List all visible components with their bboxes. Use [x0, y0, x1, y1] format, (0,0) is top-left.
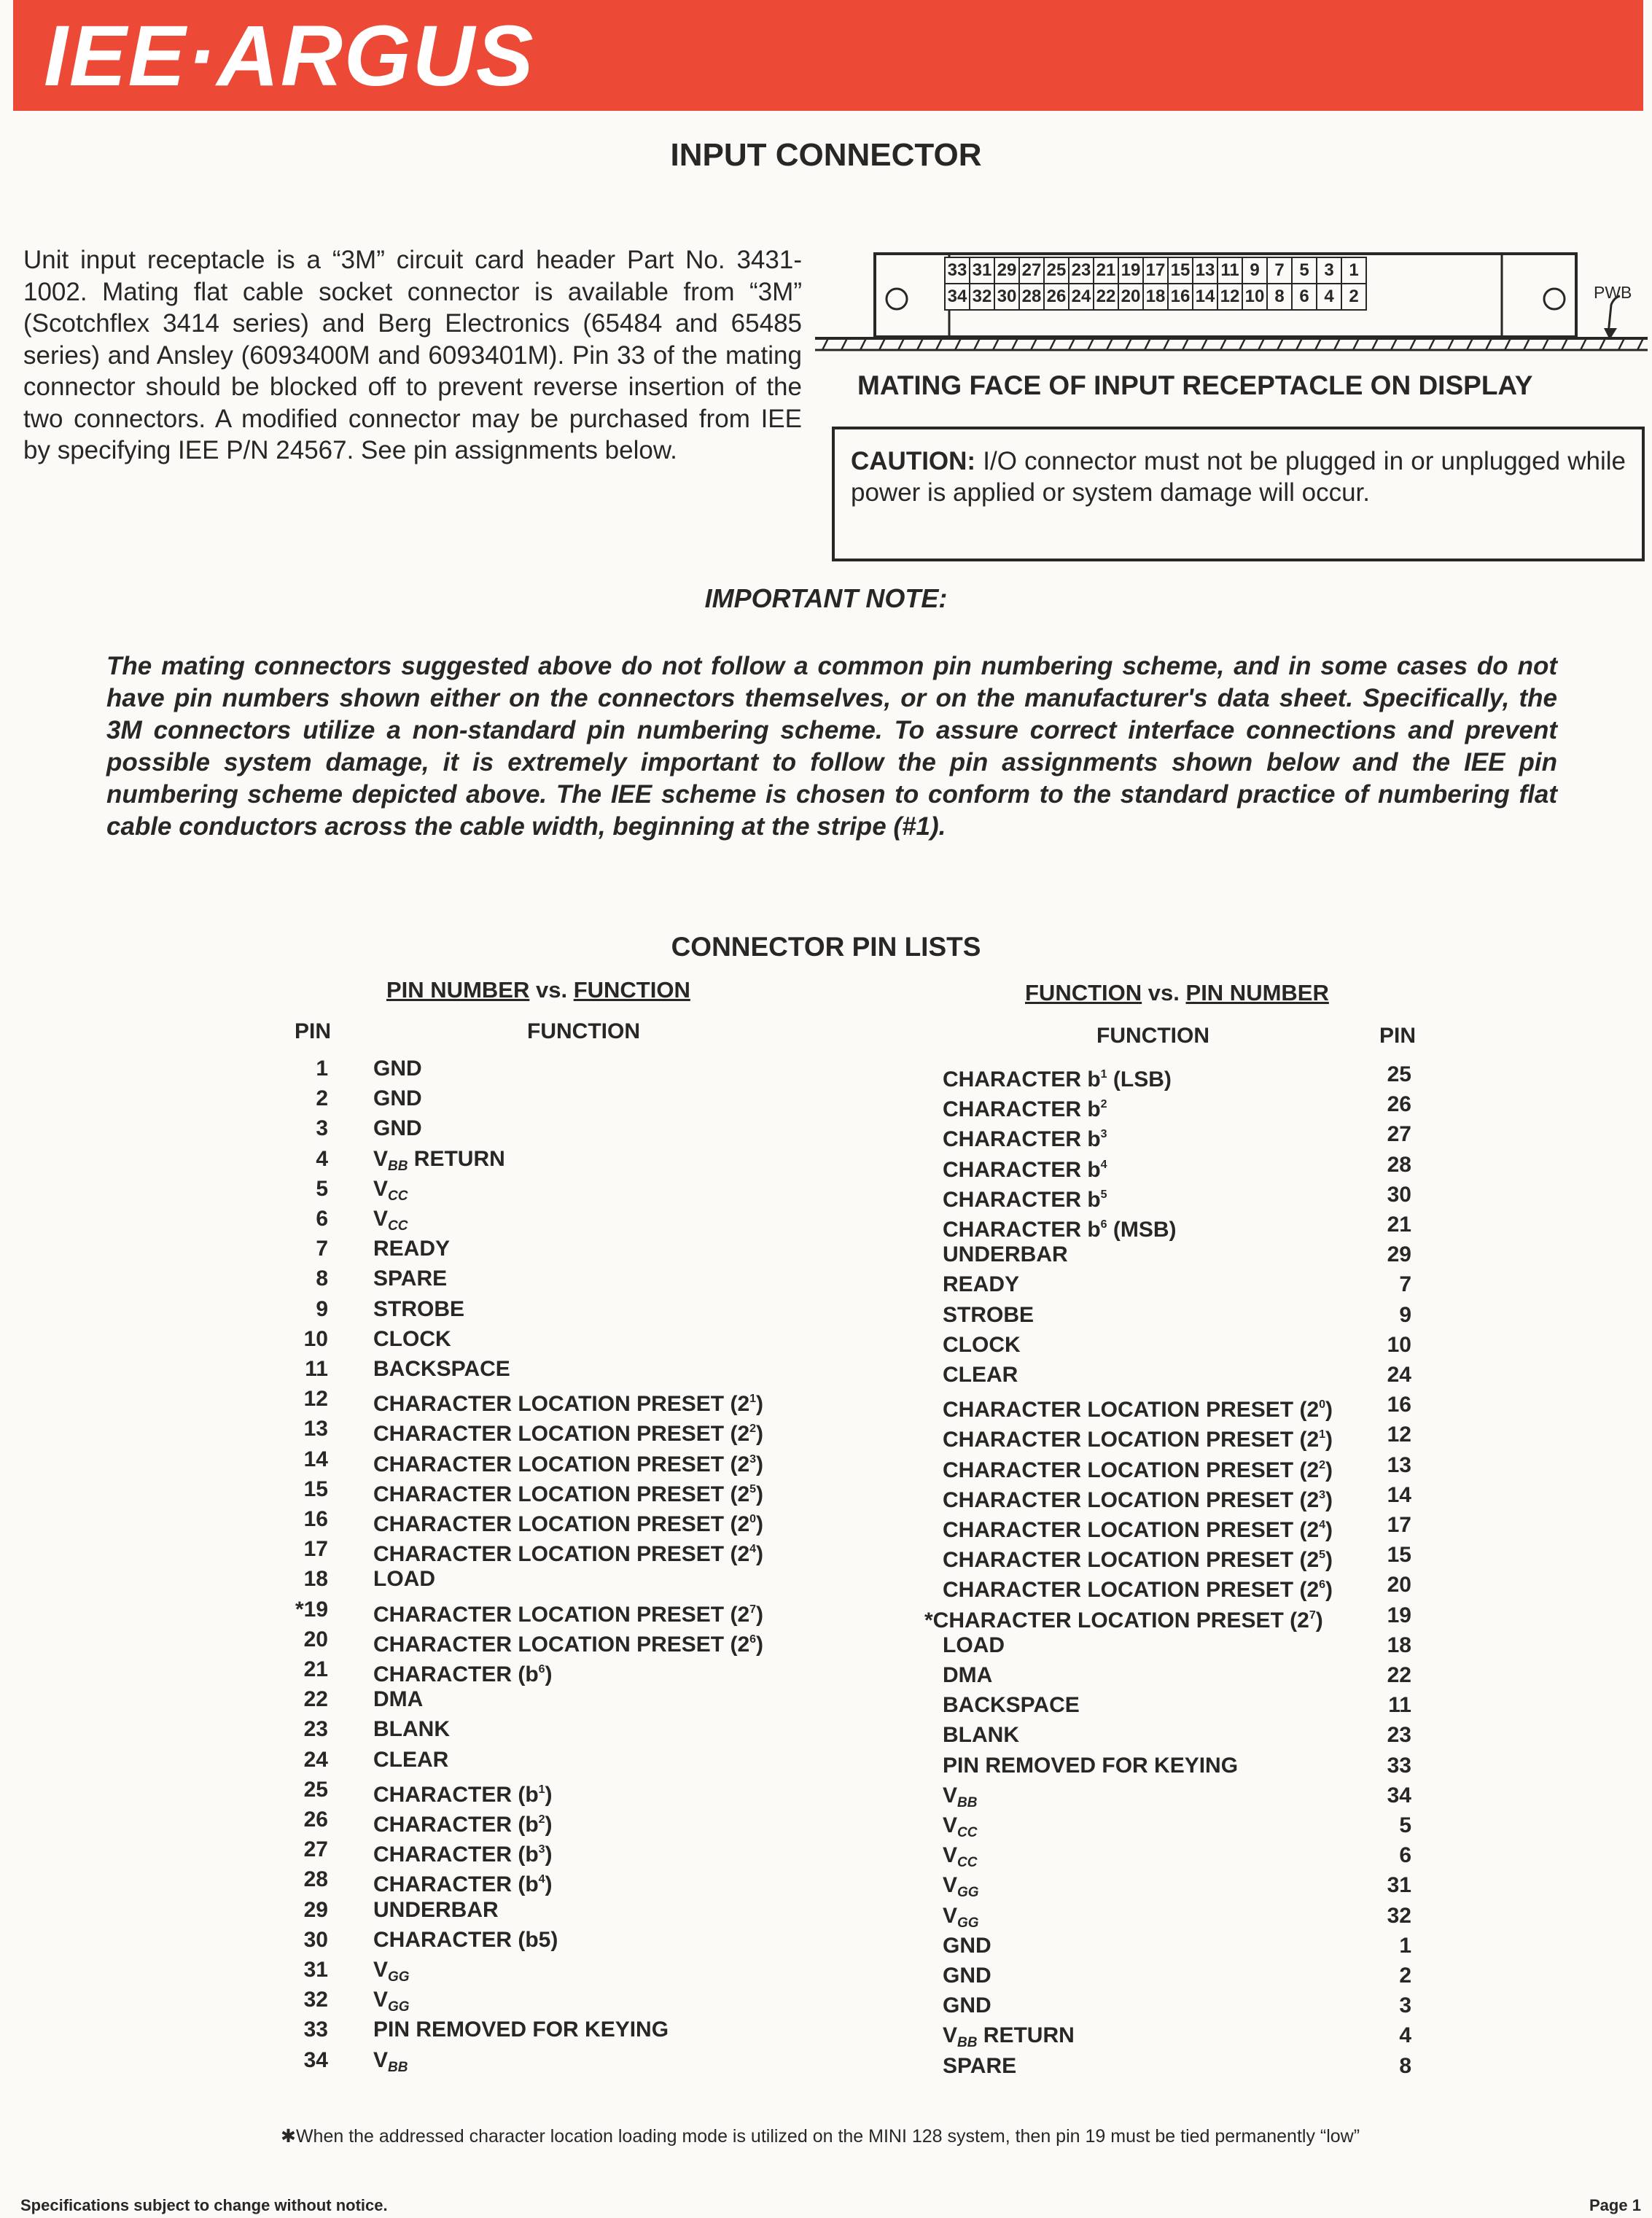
pin-function: $V_{BB}$: [943, 1783, 978, 1810]
pin-function: STROBE: [373, 1296, 465, 1321]
pin-function: CHARACTER LOCATION PRESET $(2^6)$: [373, 1632, 764, 1657]
pin-cell: 23: [1068, 257, 1094, 284]
pin-function: CHARACTER $b^4$: [943, 1157, 1107, 1182]
pin-lists-heading: CONNECTOR PIN LISTS: [671, 932, 981, 962]
pin-function: GND: [943, 1933, 991, 1958]
pin-number: 28: [1387, 1152, 1411, 1177]
pin-function: $V_{CC}$: [943, 1813, 978, 1840]
pin-number: 5: [316, 1176, 328, 1201]
pin-cell: 11: [1217, 257, 1243, 284]
brand-logo: IEE·ARGUS: [44, 8, 535, 104]
pin-number: 25: [303, 1777, 328, 1802]
pin-function: CHARACTER $b^2$: [943, 1097, 1107, 1122]
pin-function: CHARACTER LOCATION PRESET $(2^0)$: [373, 1512, 764, 1536]
pin-function: CHARACTER $(b^2)$: [373, 1813, 553, 1837]
pin-function: $V_{CC}$: [373, 1207, 408, 1234]
pin-number: 7: [316, 1237, 328, 1261]
pin-number: 33: [1387, 1753, 1411, 1778]
pin-cell: 12: [1217, 283, 1243, 311]
pin-number: 2: [316, 1086, 328, 1111]
pin-cell: 3: [1316, 257, 1342, 284]
pin-number: 22: [1387, 1663, 1411, 1687]
page-number: Page 1: [1589, 2196, 1641, 2214]
pin-number: 33: [303, 2017, 328, 2042]
pin-function: CHARACTER $(b^6)$: [373, 1662, 553, 1686]
right-title-vs: vs.: [1148, 980, 1180, 1005]
pin-number: 3: [316, 1116, 328, 1141]
pin-cell: 22: [1093, 283, 1119, 311]
important-note-heading: IMPORTANT NOTE:: [704, 583, 948, 613]
pin-function: STROBE: [943, 1302, 1035, 1327]
pin-number: 23: [1387, 1723, 1411, 1748]
pin-number: 3: [1399, 1993, 1411, 2018]
pin-function: READY: [943, 1272, 1020, 1297]
pin-cell: 6: [1291, 283, 1317, 311]
pin-number: 19: [1387, 1603, 1411, 1627]
connector-pin-grid: [946, 258, 1367, 311]
pin-number: 18: [303, 1567, 328, 1592]
pin-number: 4: [316, 1146, 328, 1171]
pin-number: 11: [305, 1357, 328, 1381]
pin-cell: 30: [994, 283, 1020, 311]
pin-function: CHARACTER $b^3$: [943, 1127, 1107, 1152]
pin-cell: 17: [1142, 257, 1169, 284]
pin-function: CHARACTER (b5): [373, 1927, 558, 1952]
pin-function: GND: [373, 1116, 422, 1141]
pin-function: CHARACTER LOCATION PRESET $(2^7)$: [373, 1602, 764, 1627]
right-title-b: PIN NUMBER: [1185, 980, 1329, 1005]
pin-function: BACKSPACE: [943, 1693, 1080, 1718]
pin-cell: 9: [1242, 257, 1268, 284]
pin-number: 34: [303, 2047, 328, 2072]
pin-function: GND: [373, 1086, 422, 1111]
pin-number: 2: [1399, 1964, 1411, 1988]
pin-cell: 1: [1341, 257, 1367, 284]
pin-number: 26: [1387, 1092, 1411, 1117]
pin-cell: 28: [1018, 283, 1045, 311]
caution-text: I/O connector must not be plugged in or unplugged while power is applied or system damage will occur.: [851, 447, 1626, 507]
pin-function: CLOCK: [373, 1326, 451, 1351]
pin-number: 32: [1387, 1903, 1411, 1928]
footer-disclaimer: Specifications subject to change without notice.: [20, 2196, 388, 2214]
pin-cell: 25: [1043, 257, 1069, 284]
right-function-header: FUNCTION: [1096, 1024, 1209, 1048]
pin-function: $V_{GG}$: [373, 1958, 410, 1985]
pin-number: 15: [1387, 1543, 1411, 1568]
pin-function: BLANK: [373, 1717, 450, 1742]
pin-function: CHARACTER $(b^3)$: [373, 1843, 553, 1867]
pin-cell: 24: [1068, 283, 1094, 311]
pin-function: CHARACTER LOCATION PRESET $(2^5)$: [373, 1482, 764, 1506]
pin-number: *19: [295, 1597, 328, 1622]
pin-number: 16: [1387, 1393, 1411, 1417]
pin-number: 6: [1399, 1843, 1411, 1868]
right-list-title: [1025, 980, 1329, 1006]
pin-number: 21: [1387, 1213, 1411, 1237]
pin-number: 29: [303, 1897, 328, 1922]
pin-cell: 8: [1266, 283, 1293, 311]
pin-function: $V_{BB}$ RETURN: [373, 1146, 505, 1174]
pin-function: PIN REMOVED FOR KEYING: [373, 2017, 669, 2042]
pin-number: 34: [1387, 1783, 1411, 1808]
footnote: ✱When the addressed character location loading mode is utilized on the MINI 128 system, then pin 19 must be tied permanently “low”: [281, 2126, 1360, 2147]
pin-number: 17: [1387, 1513, 1411, 1537]
pin-number: 10: [303, 1326, 328, 1351]
pin-function: CLOCK: [943, 1332, 1021, 1357]
pin-function: SPARE: [943, 2053, 1017, 2078]
pin-number: 10: [1387, 1332, 1411, 1357]
pin-number: 27: [303, 1837, 328, 1862]
pin-number: 18: [1387, 1633, 1411, 1657]
pin-function: CHARACTER LOCATION PRESET $(2^3)$: [943, 1487, 1333, 1512]
pin-number: 8: [1399, 2053, 1411, 2078]
pin-function: CHARACTER LOCATION PRESET $(2^1)$: [373, 1392, 764, 1417]
pin-number: 11: [1388, 1693, 1411, 1718]
pin-function: $V_{BB}$ RETURN: [943, 2023, 1075, 2051]
pin-function: BACKSPACE: [373, 1357, 510, 1381]
pin-number: 24: [303, 1747, 328, 1772]
pin-function: CHARACTER $b^1$ (LSB): [943, 1067, 1172, 1092]
pin-function: CHARACTER LOCATION PRESET $(2^2)$: [943, 1458, 1333, 1482]
pin-cell: 2: [1341, 283, 1367, 311]
pin-function: READY: [373, 1237, 451, 1261]
pin-function: CHARACTER LOCATION PRESET $(2^0)$: [943, 1398, 1333, 1423]
pin-function: CHARACTER LOCATION PRESET $(2^3)$: [373, 1452, 764, 1476]
pin-function: $V_{BB}$: [373, 2047, 408, 2075]
left-function-header: FUNCTION: [527, 1019, 640, 1043]
pin-function: LOAD: [943, 1633, 1005, 1657]
pin-number: 31: [1387, 1873, 1411, 1898]
pin-number: 25: [1387, 1062, 1411, 1086]
pin-cell: 14: [1192, 283, 1218, 311]
pin-number: 9: [316, 1296, 328, 1321]
pin-number: 24: [1387, 1363, 1411, 1387]
pin-number: 1: [316, 1057, 328, 1081]
pin-function: CHARACTER LOCATION PRESET $(2^6)$: [943, 1578, 1333, 1603]
left-list-title: [386, 977, 690, 1003]
pin-function: DMA: [373, 1687, 424, 1712]
left-title-vs: vs.: [535, 977, 568, 1003]
right-pin-header: PIN: [1379, 1024, 1417, 1048]
pin-number: 30: [1387, 1182, 1411, 1207]
pin-number: 29: [1387, 1242, 1411, 1267]
pin-function: CHARACTER LOCATION PRESET $(2^4)$: [373, 1542, 764, 1567]
pin-function: GND: [373, 1057, 422, 1081]
pin-number: 15: [303, 1476, 328, 1501]
pin-number: 20: [303, 1627, 328, 1651]
pin-function: GND: [943, 1964, 991, 1988]
pin-cell: 29: [994, 257, 1020, 284]
pin-function: LOAD: [373, 1567, 435, 1592]
pin-cell: 20: [1118, 283, 1144, 311]
pin-function: $V_{GG}$: [373, 1988, 410, 2015]
pin-function: CHARACTER $b^5$: [943, 1187, 1107, 1212]
pin-number: 13: [303, 1417, 328, 1441]
caution-box: [832, 427, 1645, 561]
pin-cell: 19: [1118, 257, 1144, 284]
connector-caption: MATING FACE OF INPUT RECEPTACLE ON DISPLAY: [857, 370, 1533, 400]
pin-number: 27: [1387, 1122, 1411, 1147]
pin-number: 31: [303, 1958, 328, 1982]
pin-number: 20: [1387, 1573, 1411, 1598]
pin-row-odd: [946, 258, 1367, 284]
pin-number: 21: [303, 1657, 328, 1681]
pin-cell: 4: [1316, 283, 1342, 311]
pin-function: $V_{CC}$: [943, 1843, 978, 1871]
pin-function: CHARACTER LOCATION PRESET $(2^5)$: [943, 1548, 1333, 1573]
pin-cell: 34: [944, 283, 970, 311]
pin-number: 26: [303, 1808, 328, 1832]
pin-number: 8: [316, 1266, 328, 1291]
pin-function: CHARACTER LOCATION PRESET $(2^2)$: [373, 1422, 764, 1447]
pin-function: CLEAR: [943, 1363, 1018, 1387]
pin-cell: 21: [1093, 257, 1119, 284]
pin-number: 22: [303, 1687, 328, 1712]
pin-cell: 16: [1167, 283, 1193, 311]
pin-function: BLANK: [943, 1723, 1019, 1748]
pin-function: PIN REMOVED FOR KEYING: [943, 1753, 1239, 1778]
pin-number: 12: [303, 1387, 328, 1412]
pin-row-even: [946, 284, 1367, 311]
pin-function: DMA: [943, 1663, 993, 1687]
pin-function: SPARE: [373, 1266, 448, 1291]
pin-function: CHARACTER LOCATION PRESET $(2^1)$: [943, 1428, 1333, 1452]
pin-number: 13: [1387, 1452, 1411, 1477]
pin-cell: 31: [969, 257, 995, 284]
pin-function: $V_{CC}$: [373, 1176, 408, 1204]
pin-number: 1: [1399, 1933, 1411, 1958]
pin-function: CLEAR: [373, 1747, 449, 1772]
pin-cell: 33: [944, 257, 970, 284]
pin-number: 4: [1399, 2023, 1411, 2048]
pin-cell: 27: [1018, 257, 1045, 284]
pin-function: *CHARACTER LOCATION PRESET $(2^7)$: [924, 1608, 1323, 1633]
pin-cell: 10: [1242, 283, 1268, 311]
pin-function: CHARACTER $b^6$ (MSB): [943, 1218, 1177, 1242]
pin-number: 14: [1387, 1482, 1411, 1507]
pin-number: 16: [303, 1507, 328, 1531]
pin-cell: 18: [1142, 283, 1169, 311]
pin-function: UNDERBAR: [943, 1242, 1068, 1267]
pin-number: 30: [303, 1927, 328, 1952]
pin-number: 32: [303, 1988, 328, 2012]
pin-cell: 26: [1043, 283, 1069, 311]
pin-number: 5: [1399, 1813, 1411, 1837]
left-title-b: FUNCTION: [573, 977, 690, 1003]
pin-number: 23: [303, 1717, 328, 1742]
pin-cell: 32: [969, 283, 995, 311]
pin-function: CHARACTER $(b^4)$: [373, 1872, 553, 1897]
pin-function: CHARACTER $(b^1)$: [373, 1782, 553, 1807]
pin-number: 28: [303, 1867, 328, 1892]
important-note-body: The mating connectors suggested above do not follow a common pin numbering scheme, and in some cases do not have pin numbers shown either on the connectors themselves, or on the manufacturer's data sheet. Specifically, the 3M connectors utilize a non-standard pin numbering scheme. To assure correct interface connections and prevent possible system damage, it is extremely important to follow the pin assignments shown below and the IEE pin numbering scheme depicted above. The IEE scheme is chosen to conform to the standard practice of numbering flat cable conductors across the cable width, beginning at the stripe (#1).: [106, 652, 1557, 841]
pin-function: GND: [943, 1993, 991, 2018]
intro-paragraph: Unit input receptacle is a “3M” circuit card header Part No. 3431-1002. Mating flat cable socket connector is available from “3M” (Scotchflex 3414 series) and Berg Electronics (65484 and 65485 series) and Ansley (6093400M and 6093401M). Pin 33 of the mating connector should be blocked off to prevent reverse insertion of the two connectors. A modified connector may be purchased from IEE by specifying IEE P/N 24567. See pin assignments below.: [23, 246, 802, 464]
pin-function: $V_{GG}$: [943, 1873, 979, 1901]
right-title-a: FUNCTION: [1025, 980, 1142, 1005]
page-title: INPUT CONNECTOR: [670, 137, 982, 173]
pin-number: 17: [303, 1537, 328, 1562]
pin-cell: 15: [1167, 257, 1193, 284]
left-title-a: PIN NUMBER: [386, 977, 530, 1003]
pin-cell: 7: [1266, 257, 1293, 284]
pin-cell: 5: [1291, 257, 1317, 284]
pin-function: CHARACTER LOCATION PRESET $(2^4)$: [943, 1518, 1333, 1542]
caution-label: CAUTION:: [851, 447, 976, 475]
pin-number: 7: [1399, 1272, 1411, 1297]
pin-number: 14: [303, 1447, 328, 1471]
pwb-label: PWB: [1594, 283, 1632, 302]
pin-number: 12: [1387, 1423, 1411, 1447]
pin-cell: 13: [1192, 257, 1218, 284]
pin-number: 9: [1399, 1302, 1411, 1327]
left-pin-header: PIN: [295, 1019, 332, 1043]
pin-function: $V_{GG}$: [943, 1903, 979, 1931]
pin-function: UNDERBAR: [373, 1897, 499, 1922]
pin-number: 6: [316, 1207, 328, 1231]
